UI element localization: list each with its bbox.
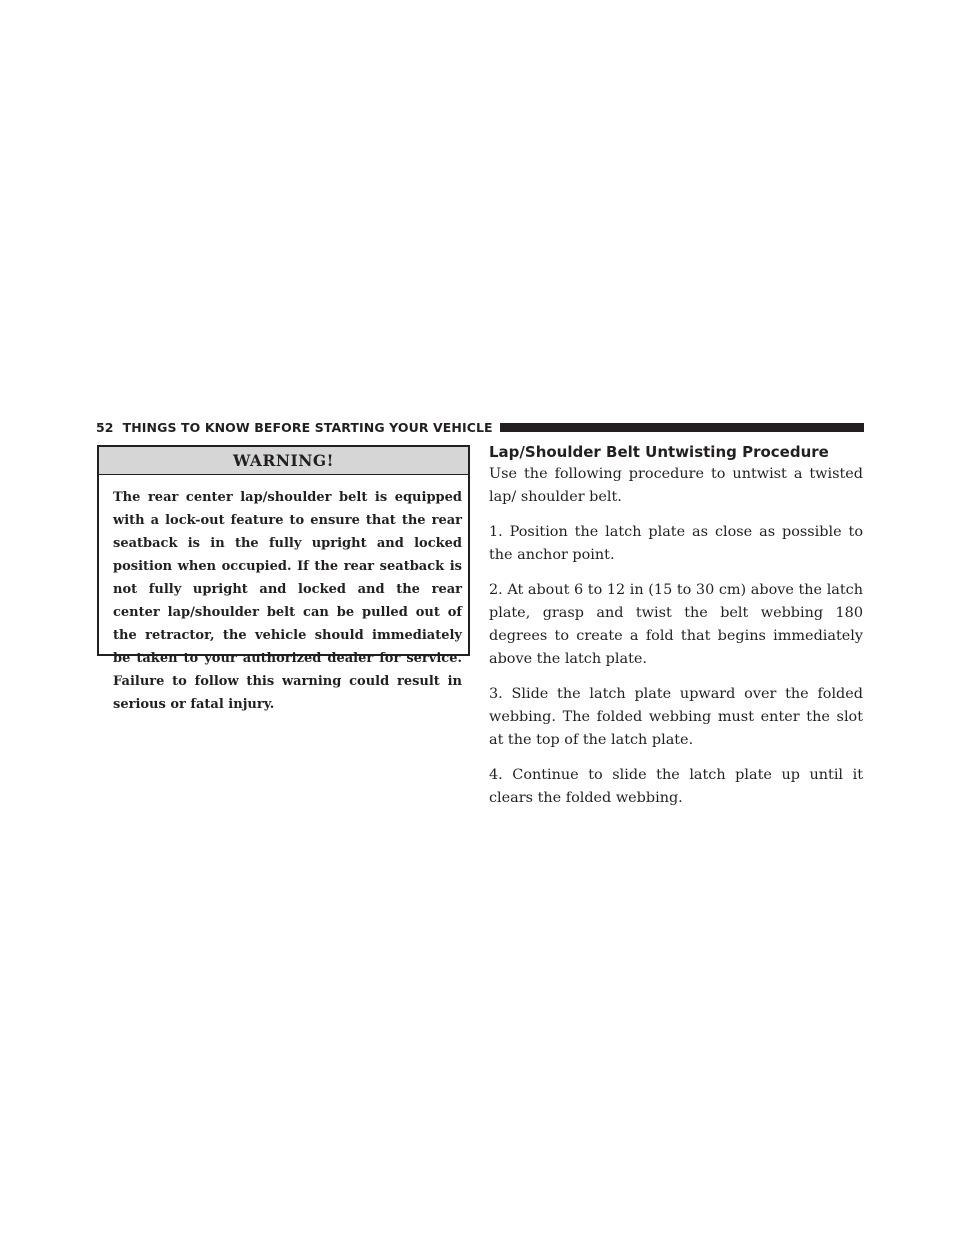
intro-paragraph: Use the following procedure to untwist a twisted lap/ shoulder belt. [489,466,863,505]
step-3: 3. Slide the latch plate upward over the folded webbing. The folded webbing must enter the slot at the top of the latch plate. [489,686,863,748]
header-rule [500,423,864,432]
section-heading: Lap/Shoulder Belt Untwisting Procedure [489,443,829,461]
warning-box [97,445,470,712]
chapter-title: THINGS TO KNOW BEFORE STARTING YOUR VEHICLE [122,419,493,435]
warning-title: WARNING! [99,447,468,475]
procedure-section [489,441,863,810]
page-number: 52 [96,419,114,435]
step-1: 1. Position the latch plate as close as possible to the anchor point. [489,524,863,563]
warning-text: The rear center lap/shoulder belt is equipped with a lock-out feature to ensure that the rear seatback is in the fully upright and locked position when occupied. If the rear seatback is not fully upright and locked and the rear center lap/shoulder belt can be pulled out of the retractor, the vehicle should immediately be taken to your authorized dealer for service. Failure to follow this warning could result in serious or fatal injury. [113,490,462,712]
running-header [96,419,864,435]
step-4: 4. Continue to slide the latch plate up until it clears the folded webbing. [489,767,863,806]
step-2: 2. At about 6 to 12 in (15 to 30 cm) above the latch plate, grasp and twist the belt webbing 180 degrees to create a fold that begins immediately above the latch plate. [489,582,863,667]
